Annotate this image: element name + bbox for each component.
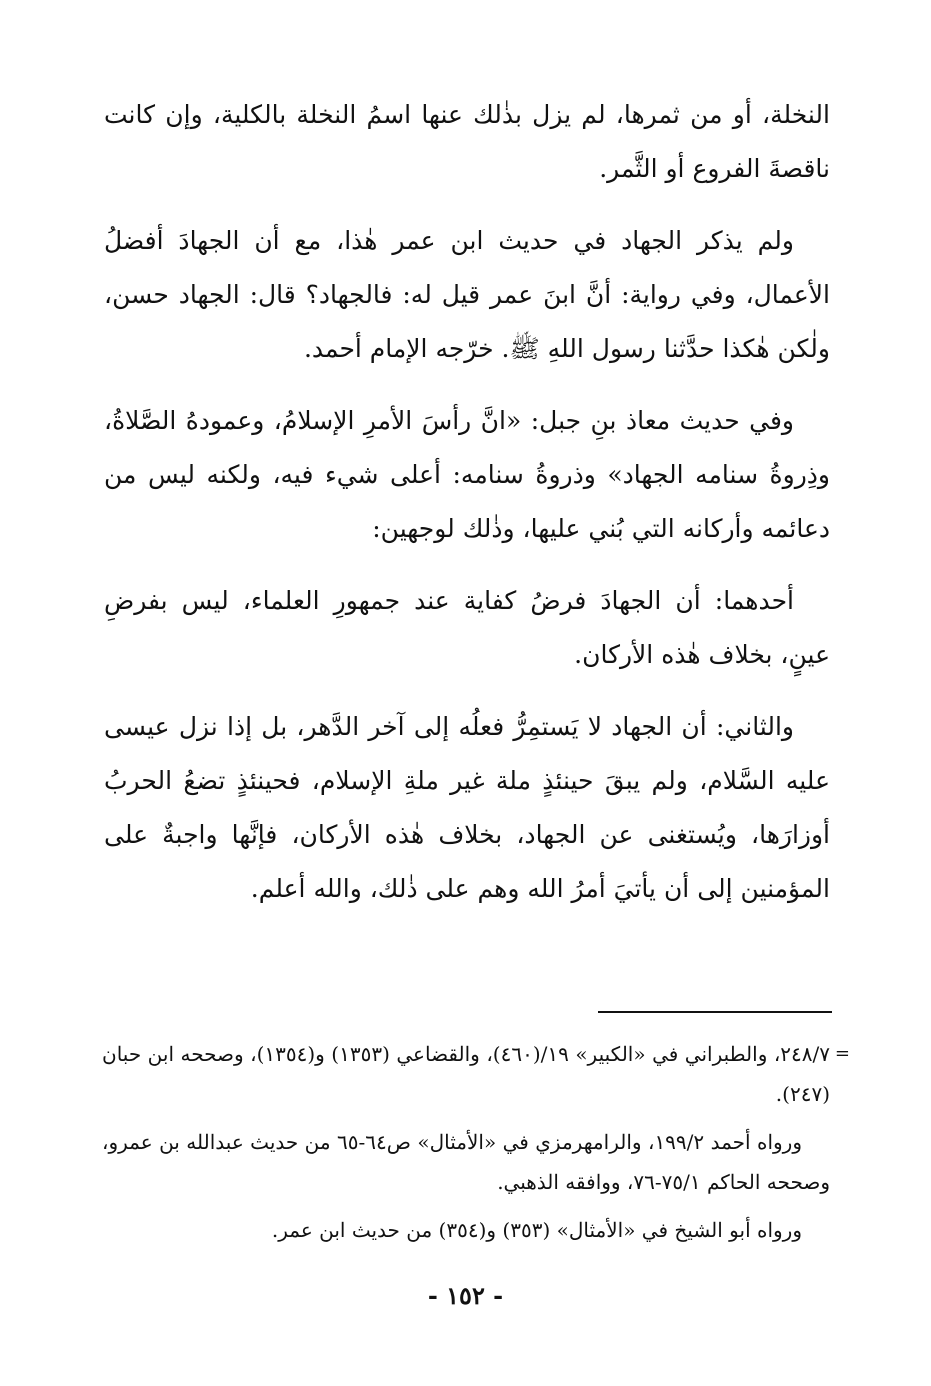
footnote-ahmad-narration: ورواه أحمد ١٩٩/٢، والرامهرمزي في «الأمثال» ص٦٤-٦٥ من حديث عبدالله بن عمرو، وصححه الحاكم ٧٥/١-٧٦، ووافقه الذهبي.	[102, 1130, 830, 1194]
footnote-text: ٢٤٨/٧، والطبراني في «الكبير» ١٩/(٤٦٠)، والقضاعي (١٣٥٣) و(١٣٥٤)، وصححه ابن حبان (٢٤٧).	[102, 1042, 831, 1106]
footnote-continued	[102, 1034, 850, 1114]
main-text	[104, 88, 830, 934]
paragraph-muadh-hadith: وفي حديث معاذ بنِ جبل: «انَّ رأسَ الأمرِ الإسلامُ، وعمودهُ الصَّلاةُ، وذِروةُ سنامه الجهاد» وذروةُ سنامه: أعلى شيء فيه، ولكنه ليس من دعائمه وأركانه التي بُني عليها، وذٰلك لوجهين:	[104, 406, 830, 543]
paragraph-second-reason: والثاني: أن الجهاد لا يَستمِرُّ فعلُه إلى آخر الدَّهر، بل إذا نزل عيسى عليه السَّلام، ولم يبقَ حينئذٍ ملة غير ملةِ الإسلام، فحينئذٍ تضعُ الحربُ أوزارَها، ويُستغنى عن الجهاد، بخلاف هٰذه الأركان، فإنَّها واجبةٌ على المؤمنين إلى أن يأتيَ أمرُ الله وهم على ذٰلك، والله أعلم.	[104, 712, 830, 903]
footnote-continuation-mark: =	[834, 1043, 850, 1064]
footnote-divider	[598, 1011, 832, 1013]
paragraph-jihad-ibn-umar: ولم يذكر الجهاد في حديث ابن عمر هٰذا، مع أن الجهادَ أفضلُ الأعمال، وفي رواية: أنَّ ابنَ عمر قيل له: فالجهاد؟ قال: الجهاد حسن، ولٰكن هٰكذا حدَّثنا رسول اللهِ ﷺ. خرّجه الإمام أحمد.	[104, 226, 830, 363]
footnote-abu-shaykh-narration: ورواه أبو الشيخ في «الأمثال» (٣٥٣) و(٣٥٤) من حديث ابن عمر.	[271, 1218, 802, 1242]
paragraph-first-reason: أحدهما: أن الجهادَ فرضُ كفاية عند جمهورِ العلماء، ليس بفرضِ عينٍ، بخلاف هٰذه الأركان.	[104, 586, 830, 669]
page-number: - ١٥٢ -	[427, 1281, 504, 1310]
footnotes	[102, 1034, 850, 1258]
paragraph-continuation: النخلة، أو من ثمرها، لم يزل بذٰلك عنها اسمُ النخلة بالكلية، وإن كانت ناقصةَ الفروع أو الثَّمر.	[104, 100, 830, 183]
